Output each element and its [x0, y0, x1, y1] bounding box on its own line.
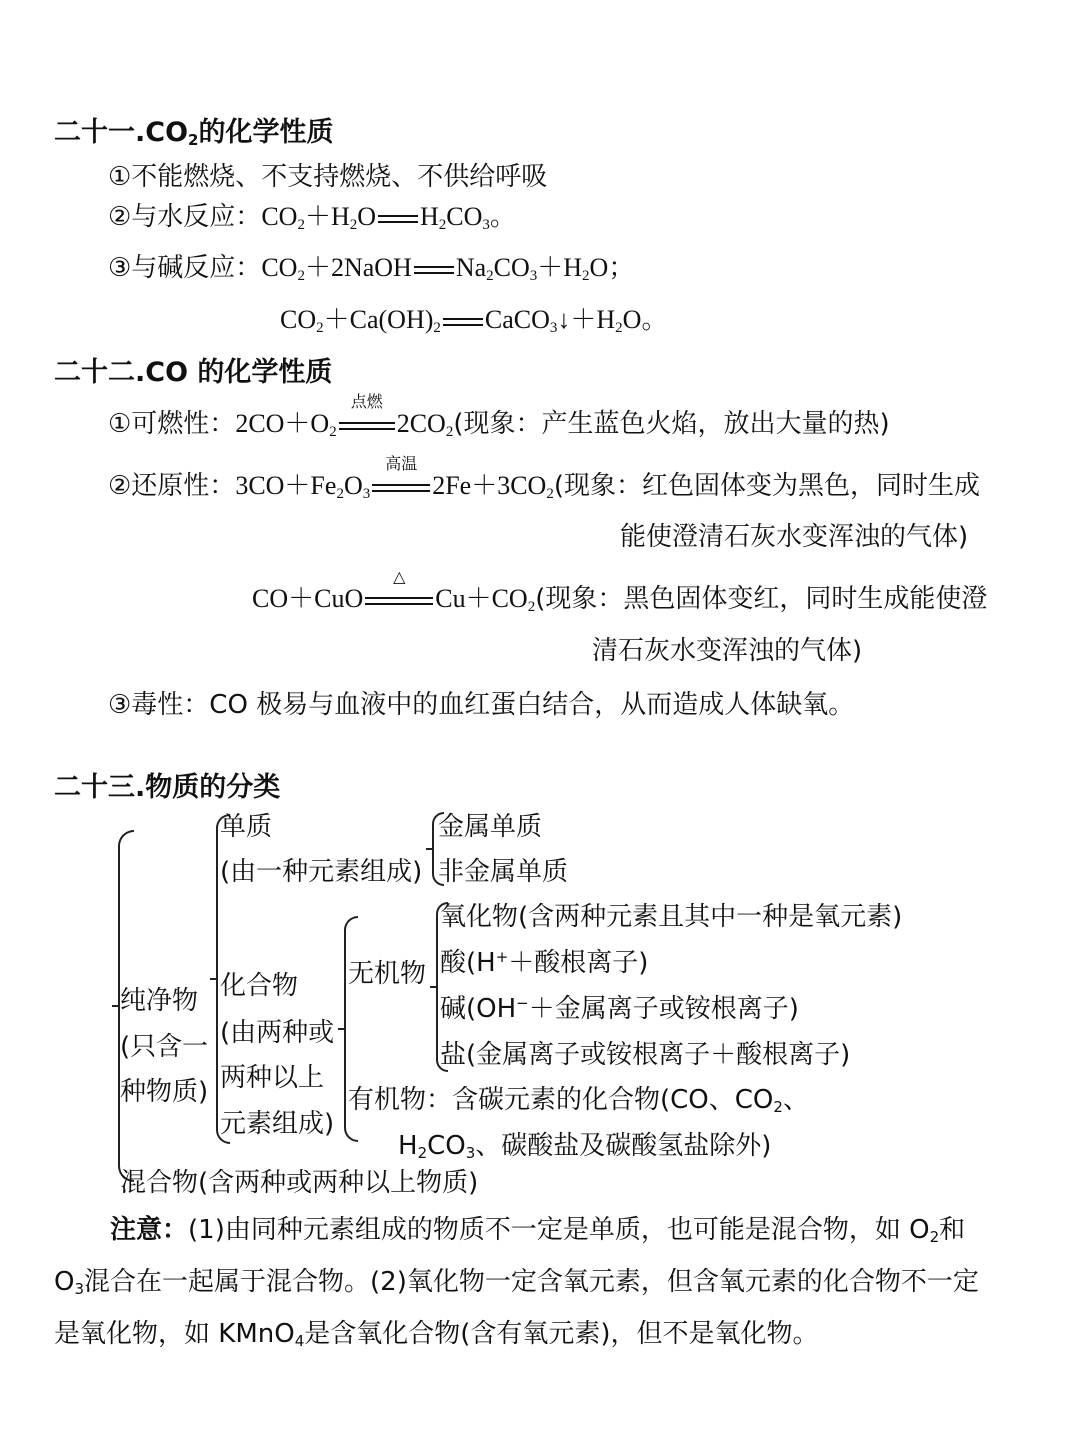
- equation-co2-naoh: $CO_2+2NaOH$ $Na_2CO_3+H_2O$；: [261, 253, 635, 284]
- base-item: 碱(OH−＋金属离子或铵根离子): [440, 994, 799, 1024]
- equation-co2-caoh2: $CO_2+Ca(OH)_2$ $CaCO_3↓+H_2O$。: [280, 305, 668, 336]
- pure-substance-desc-2: 种物质): [120, 1077, 209, 1107]
- organic-label: 有机物：含碳元素的化合物(CO、$CO_2$、: [348, 1085, 809, 1116]
- equation-co2-water: $CO_2+H_2O$ $H_2CO_3$。: [261, 202, 516, 233]
- section-23-title: 二十三.物质的分类: [54, 772, 281, 803]
- note-label: 注意：: [110, 1215, 189, 1245]
- note-line-1: 注意：(1)由同种元素组成的物质不一定是单质，也可能是混合物，如 $O_2$和: [110, 1215, 966, 1246]
- compound-label: 化合物: [220, 971, 299, 1001]
- inorganic-label: 无机物: [348, 959, 427, 989]
- organic-exclusion: $H_2CO_3$、碳酸盐及碳酸氢盐除外): [398, 1131, 772, 1162]
- salt-item: 盐(金属离子或铵根离子＋酸根离子): [440, 1040, 851, 1070]
- co-property-3: ③毒性：CO 极易与血液中的血红蛋白结合，从而造成人体缺氧。: [108, 690, 855, 720]
- co2-property-3: ③与碱反应：$CO_2+2NaOH$ $Na_2CO_3+H_2O$；: [108, 253, 635, 284]
- acid-item: 酸(H+＋酸根离子): [440, 948, 649, 978]
- note-line-2: $O_3$混合在一起属于混合物。(2)氧化物一定含氧元素，但含氧元素的化合物不一定: [54, 1267, 979, 1298]
- element-substance-desc: (由一种元素组成): [220, 857, 423, 887]
- pure-substance-label: 纯净物: [120, 986, 199, 1016]
- co-property-2b: CO＋CuO △ $Cu+CO_2$(现象：黑色固体变红，同时生成能使澄: [252, 567, 988, 615]
- equation-co-fe2o3: $3CO+Fe_2O_3$ 高温 $2Fe+3CO_2$: [235, 454, 554, 502]
- section-21-title: 二十一$.CO_2$的化学性质: [54, 117, 334, 149]
- oxide-item: 氧化物(含两种元素且其中一种是氧元素): [440, 902, 903, 932]
- compound-desc-1: (由两种或: [220, 1018, 335, 1048]
- co2-property-1: ①不能燃烧、不支持燃烧、不供给呼吸: [108, 162, 548, 192]
- nonmetal-element: 非金属单质: [438, 857, 569, 887]
- equation-co-combustion: $2CO+O_2$ 点燃 $2CO_2$: [235, 392, 454, 440]
- element-substance-label: 单质: [220, 812, 273, 842]
- mixture-label: 混合物(含两种或两种以上物质): [120, 1168, 479, 1198]
- pure-substance-desc-1: (只含一: [120, 1032, 209, 1062]
- section-22-title: 二十二.CO 的化学性质: [54, 357, 333, 388]
- co-property-2b-cont: 清石灰水变浑浊的气体): [592, 636, 863, 666]
- compound-desc-3: 元素组成): [220, 1109, 335, 1139]
- note-line-3: 是氧化物，如 KMnO$_4$是含氧化合物(含有氧元素)，但不是氧化物。: [54, 1319, 819, 1350]
- co-property-2: ②还原性：$3CO+Fe_2O_3$ 高温 $2Fe+3CO_2$(现象：红色固体变为黑色，同时生成: [108, 454, 980, 502]
- co-property-2-cont: 能使澄清石灰水变浑浊的气体): [620, 522, 969, 552]
- equation-co-cuo: CO＋CuO △ $Cu+CO_2$: [252, 567, 536, 615]
- co-property-1: ①可燃性：$2CO+O_2$ 点燃 $2CO_2$(现象：产生蓝色火焰，放出大量的热): [108, 392, 890, 440]
- metal-element: 金属单质: [438, 812, 543, 842]
- compound-desc-2: 两种以上: [220, 1063, 325, 1093]
- co2-property-2: ②与水反应：$CO_2+H_2O$ $H_2CO_3$。: [108, 202, 516, 233]
